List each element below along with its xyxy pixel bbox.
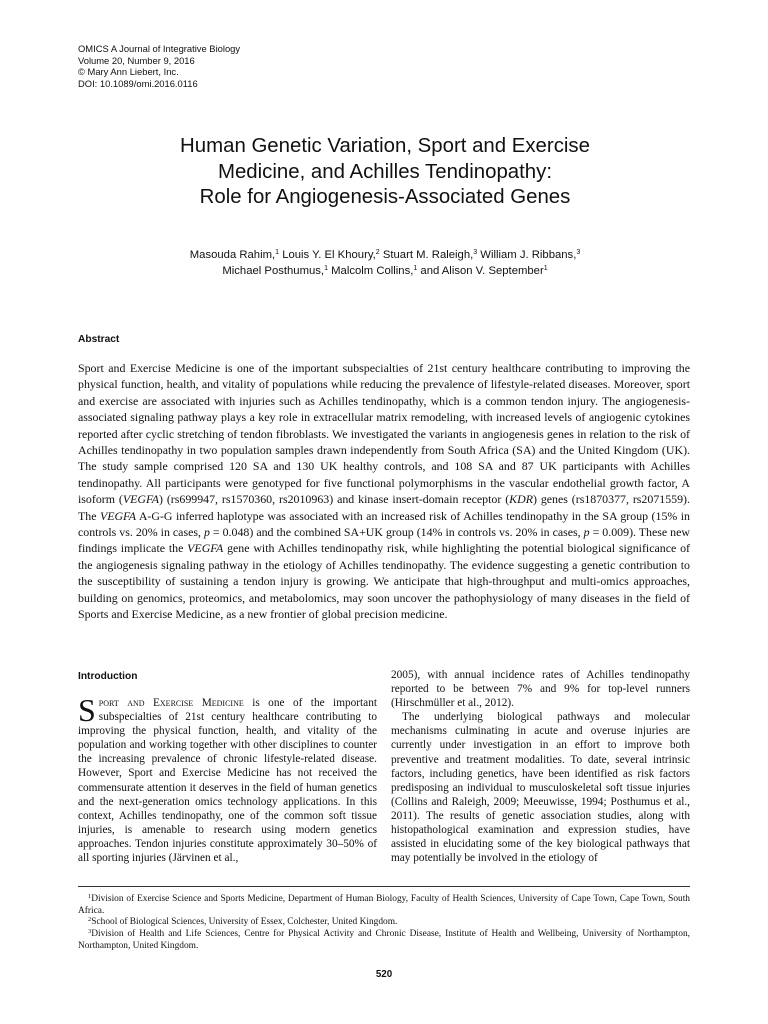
title-line-1: Human Genetic Variation, Sport and Exercise [180, 135, 590, 157]
article-title [80, 134, 690, 211]
intro-right-paragraph-1: 2005), with annual incidence rates of Achilles tendinopathy reported to be between 7% and 9% for top-level runners (Hirschmüller et al., 2012). [391, 669, 690, 710]
abstract-heading: Abstract [78, 334, 120, 345]
introduction-heading: Introduction [78, 671, 138, 682]
intro-paragraph-1 [78, 692, 377, 865]
author-name: Michael Posthumus, [222, 265, 325, 277]
abstract-run: A-G-G inferred haplotype was associated with an increased risk of Achilles tendinopathy in the SA group (15% in controls vs. 20% in cases, [78, 508, 690, 540]
author-affiliation-mark: 1 [275, 249, 280, 256]
abstract-italic-run: KDR [509, 492, 533, 507]
footnote-number: 2 [88, 916, 92, 924]
footnote-number: 3 [88, 928, 92, 936]
abstract-run: gene with Achilles tendinopathy risk, while highlighting the potential biological significance of the angiogenesis signaling pathway in the etiology of Achilles tendinopathy. The evidence suggesting a genetic contribution to the susceptibility of sustaining a tendon injury is growing. We anticipate that high-throughput and multi-omics approaches, building on genomics, proteomics, and metabolomics, may soon uncover the pathophysiology of many diseases in the field of Sports and Exercise Medicine, as a new frontier of global precision medicine. [78, 541, 690, 622]
abstract-run: = 0.048) and the combined SA+UK group (14% in controls vs. 20% in cases, [209, 525, 584, 540]
author-affiliation-mark: 1 [324, 265, 328, 272]
abstract-run: Sport and Exercise Medicine is one of the important subspecialties of 21st century healthcare contributing to improving the physical function, health, and vitality of populations while reducing the prevalence of lifestyle-related diseases. Moreover, sport and exercise are associated with injuries such as Achilles tendinopathy, which is a common tendon injury. The angiogenesis-associated signaling pathway plays a key role in extracellular matrix remodeling, with increased levels of angiogenic cytokines reported after cyclic stretching of tendon fibroblasts. We investigated the variants in angiogenesis genes in relation to the risk of Achilles tendinopathy in two population samples drawn independently from South Africa (SA) and the United Kingdom (UK). The study sample comprised 120 SA and 130 UK healthy controls, and 108 SA and 87 UK participants with Achilles tendinopathy. All participants were genotyped for five functional polymorphisms in the vascular endothelial growth factor, A isoform ( [78, 361, 690, 507]
drop-cap: S [78, 692, 96, 728]
author-name: William J. Ribbans, [480, 249, 577, 261]
author-affiliation-mark: 1 [413, 265, 418, 272]
abstract-run: ) (rs699947, rs1570360, rs2010963) and kinase insert-domain receptor ( [158, 492, 510, 507]
title-line-3: Role for Angiogenesis-Associated Genes [199, 186, 571, 208]
lead-smallcaps: port and Exercise Medicine [98, 697, 244, 709]
author-affiliation-mark: 3 [576, 249, 581, 256]
abstract-italic-run: p [583, 525, 590, 540]
author-name: Malcolm Collins, [331, 265, 414, 277]
author-affiliation-mark: 2 [375, 249, 380, 256]
intro-column-right [391, 668, 690, 865]
abstract-italic-run: VEGFA [122, 492, 159, 507]
author-name: and Alison V. September [420, 265, 544, 277]
author-name: Louis Y. El Khoury, [282, 249, 376, 261]
abstract-italic-run: VEGFA [99, 508, 137, 523]
journal-copyright: © Mary Ann Liebert, Inc. [78, 66, 179, 78]
abstract-italic-run: VEGFA [187, 541, 224, 556]
journal-doi: DOI: 10.1089/omi.2016.0116 [78, 77, 198, 89]
footnote-item [78, 894, 690, 917]
footnote-text: School of Biological Sciences, University of Essex, Colchester, United Kingdom. [91, 917, 398, 928]
title-line-2: Medicine, and Achilles Tendinopathy: [217, 160, 553, 183]
abstract-run: ) genes (rs1870377, rs2071559). The [78, 492, 690, 523]
footnote-text: Division of Health and Life Sciences, Centre for Physical Activity and Chronic Disease, Institute of Health and Wellbeing, University of Northampton, Northampton, United Kingdom. [78, 929, 690, 951]
footnote-rule [78, 886, 690, 887]
author-name: Stuart M. Raleigh, [382, 249, 474, 261]
abstract-text [78, 360, 690, 623]
page-number: 520 [375, 969, 393, 980]
intro-column-left [78, 692, 377, 865]
intro-left-text: is one of the important subspecialties of 21st century healthcare contributing to improving the physical function, health, and vitality of the population and working together with other disciplines to counter the increasing prevalence of chronic lifestyle-related disease. However, Sport and Exercise Medicine has not received the commensurate attention it deserves in the field of human genetics and the next-generation omics technology applications. In this context, Achilles tendinopathy, one of the common soft tissue injuries, is amenable to research using modern genetics approaches. Tendon injuries constitute approximately 30–50% of all sporting injuries (Järvinen et al., [78, 697, 377, 865]
author-list [80, 247, 690, 279]
journal-volume: Volume 20, Number 9, 2016 [78, 54, 195, 66]
abstract-body [78, 360, 690, 623]
journal-name: OMICS A Journal of Integrative Biology [78, 43, 241, 54]
footnote-item [78, 929, 690, 952]
author-affiliation-mark: 3 [473, 249, 478, 256]
author-affiliation-mark: 1 [543, 265, 548, 272]
abstract-run: = 0.009). These new findings implicate the [78, 525, 690, 556]
intro-right-paragraph-2: The underlying biological pathways and molecular mechanisms culminating in acute and overuse injuries are currently under investigation in an effort to improve both preventive and treatment modalities. To date, several intrinsic factors, including genetics, have been identified as risk factors predisposing an individual to musculoskeletal soft tissue injuries (Collins and Raleigh, 2009; Meeuwisse, 1994; Posthumus et al., 2011). The results of genetic association studies, along with histopathological examination and expression studies, have assisted in elucidating some of the key biological pathways that may potentially be involved in the etiology of [391, 711, 690, 865]
footnote-text: Division of Exercise Science and Sports Medicine, Department of Human Biology, Faculty of Health Sciences, University of Cape Town, Cape Town, South Africa. [78, 894, 690, 916]
journal-info [78, 43, 240, 89]
author-name: Masouda Rahim, [189, 249, 276, 261]
footnote-number: 1 [88, 893, 92, 900]
footnotes [78, 894, 690, 953]
footnote-item [78, 917, 690, 929]
abstract-italic-run: p [203, 525, 210, 540]
